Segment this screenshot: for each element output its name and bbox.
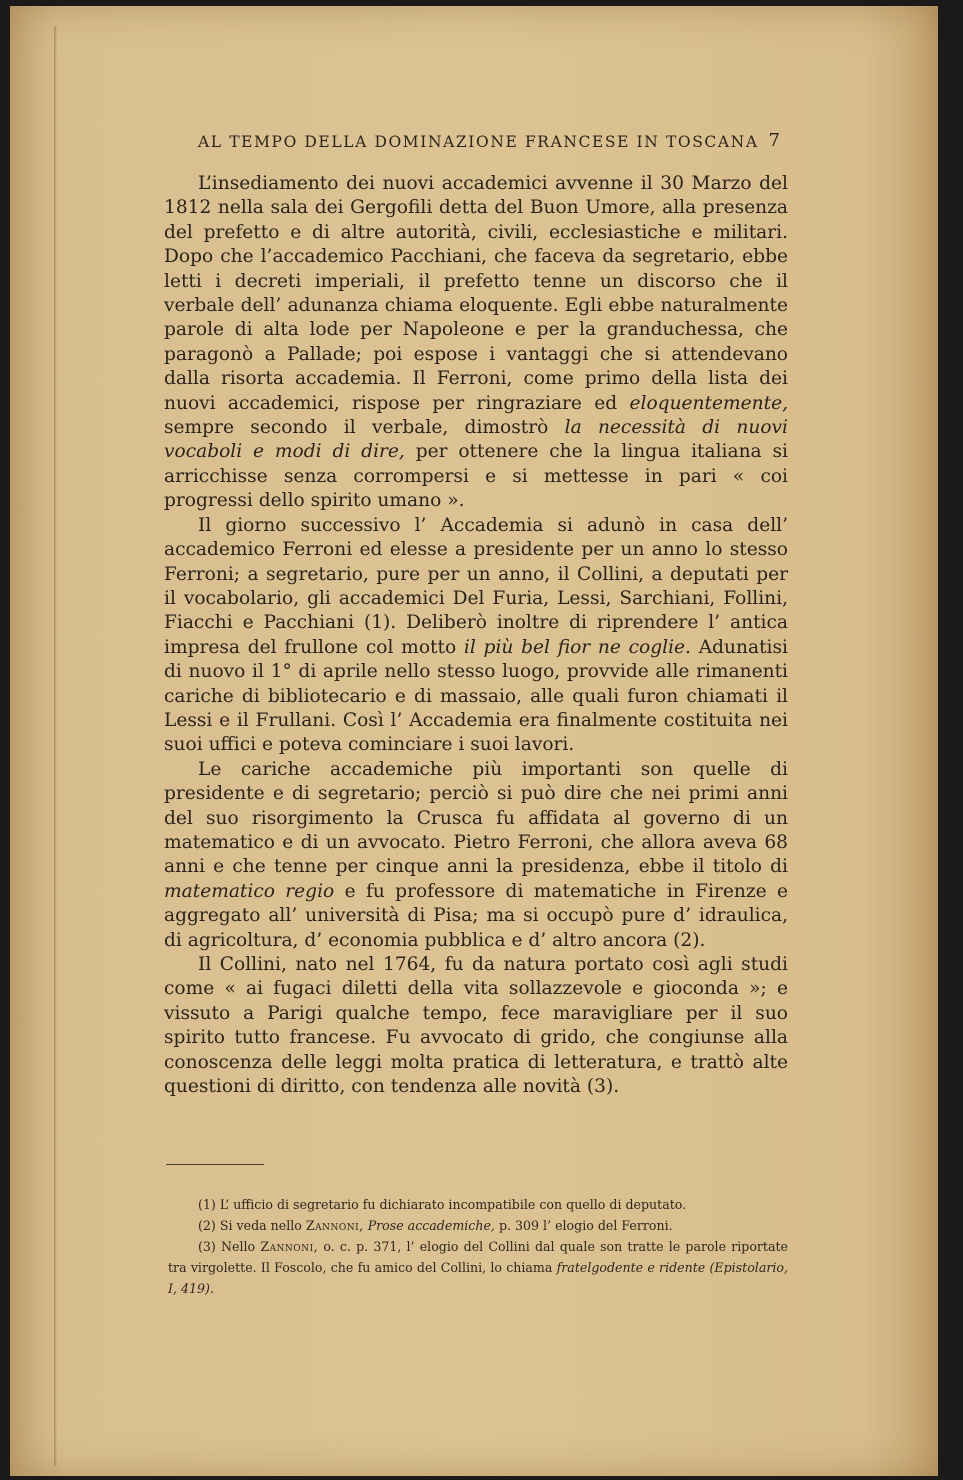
footnote-1: (1) L’ ufficio di segretario fu dichiarato incompatibile con quello di deputato. [198,1197,687,1212]
main-text [164,172,788,1099]
footnote-3-author: Zannoni, [260,1239,319,1254]
paragraph-1-italic-2: la necessità di nuovi vocaboli e modi di dire, [164,417,788,463]
page-number: 7 [768,130,780,151]
footnote-2-author: Zannoni, [305,1218,364,1233]
paragraph-2-text-b: Adunatisi di nuovo il 1° di aprile nello stesso luogo, provvide alle rimanenti cariche di bibliotecario e di massaio, alle quali furon chiamati il Lessi e il Frullani. Così l’ Accademia era finalmente costituita nei suoi uffici e poteva cominciare i suoi lavori. [164,636,788,756]
running-header [198,130,780,151]
footnote-2 [168,1215,788,1236]
paragraph-1-text-c: per ottenere che la lingua italiana si arricchisse senza corrompersi e si mettesse in pari « coi progressi dello spirito umano ». [164,441,788,512]
paragraph-2-text-a: Il giorno successivo l’ Accademia si adunò in casa dell’ accademico Ferroni ed elesse a presidente per un anno lo stesso Ferroni; a segretario, pure per un anno, il Collini, a deputati per il vocabolario, gli accademici Del Furia, Lessi, Sarchiani, Follini, Fiacchi e Pacchiani (1). Deliberò inoltre di riprendere l’ antica impresa del frullone col motto [164,514,788,658]
paragraph-3 [164,758,788,953]
paragraph-4-text-a: Il Collini, nato nel 1764, fu da natura portato così agli studi come « ai fugaci diletti della vita sollazzevole e gioconda »; e vissuto a Parigi qualche tempo, fece maravigliare per il suo spirito tutto francese. Fu avvocato di grido, che congiunse alla conoscenza delle leggi molta pratica di letteratura, e trattò alte questioni di diritto, con tendenza alle novità (3). [164,954,788,1098]
paragraph-3-italic-title: matematico regio [164,880,335,902]
footnote-3-text-a: (3) Nello [198,1239,256,1254]
paragraph-3-text-b: e fu professore di matematiche in Firenze e aggregato all’ università di Pisa; ma si occupò pure d’ idraulica, di agricoltura, d’ economia pubblica e d’ altro ancora (2). [164,880,788,951]
paragraph-2 [164,514,788,758]
paragraph-4 [164,953,788,1099]
paragraph-1-text-a: L’insediamento dei nuovi accademici avvenne il 30 Marzo del 1812 nella sala dei Gergofili detta del Buon Umore, alla presenza del prefetto e di altre autorità, civili, ecclesiastiche e militari. Dopo che l’accademico Pacchiani, che faceva da segretario, ebbe letti i decreti imperiali, il prefetto tenne un discorso che il verbale dell’ adunanza chiama eloquente. Egli ebbe naturalmente parole di alta lode per Napoleone e per la granduchessa, che paragonò a Pallade; poi espose i vantaggi che si attendevano dalla risorta accademia. Il Ferroni, come primo della lista dei nuovi accademici, rispose per ringraziare ed [164,173,788,414]
paragraph-1-italic-1: eloquentemente, [629,392,788,414]
footnotes [168,1194,788,1299]
paragraph-3-text-a: Le cariche accademiche più importanti son quelle di presidente e di segretario; perciò si può dire che nei primi anni del suo risorgimento la Crusca fu affidata al governo di un matematico e di un avvocato. Pietro Ferroni, che allora aveva 68 anni e che tenne per cinque anni la presidenza, ebbe il titolo di [164,758,788,878]
footnote-3-text-c: (Epistolario, I, 419). [168,1260,788,1296]
footnote-2-title: Prose accademiche, [367,1218,495,1233]
footnote-3 [168,1236,788,1299]
paragraph-1 [164,172,788,514]
footnote-3-italic: fratelgodente e ridente [556,1260,706,1275]
running-title: AL TEMPO DELLA DOMINAZIONE FRANCESE IN TOSCANA [198,133,759,151]
page-gutter-shadow [54,26,57,1466]
footnote-3-text-b: o. c. p. 371, l’ elogio del Collini dal quale son tratte le parole riportate tra virgolette. Il Foscolo, che fu amico del Collini, lo chiama [168,1239,789,1275]
footnote-2-text-a: (2) Si veda nello [198,1218,302,1233]
footnote-separator [166,1164,264,1165]
footnote-2-text-b: p. 309 l’ elogio del Ferroni. [498,1218,673,1233]
paragraph-1-text-b: sempre secondo il verbale, dimostrò [164,417,549,439]
paragraph-2-italic-motto: il più bel fior ne coglie. [463,636,691,658]
